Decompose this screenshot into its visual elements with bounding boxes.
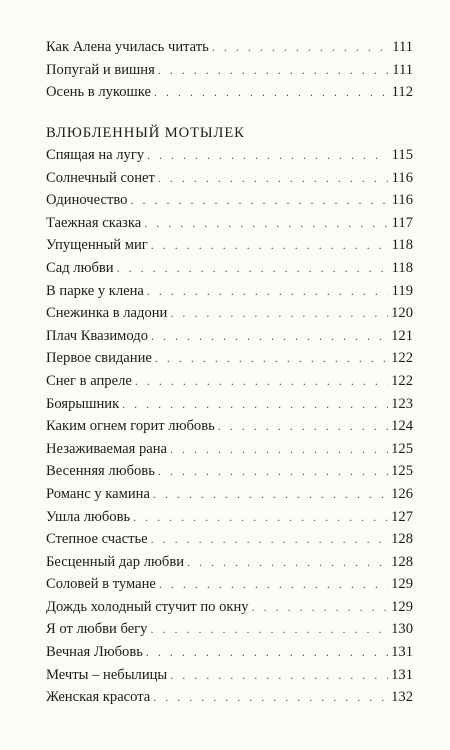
toc-list-previous-section xyxy=(46,36,413,104)
toc-entry-title: Одиночество xyxy=(46,192,128,209)
dot-leader xyxy=(170,438,388,461)
toc-entry-page-number: 124 xyxy=(391,418,413,435)
dot-leader xyxy=(144,212,388,235)
toc-entry-page-number: 116 xyxy=(391,169,413,186)
toc-entry-page-number: 112 xyxy=(391,84,413,101)
toc-entry-page-number: 121 xyxy=(391,327,413,344)
toc-entry xyxy=(46,664,413,687)
toc-entry xyxy=(46,325,413,348)
toc-entry-title: Снег в апреле xyxy=(46,372,132,389)
dot-leader xyxy=(187,551,388,574)
toc-entry-page-number: 111 xyxy=(392,39,413,55)
dot-leader xyxy=(150,618,388,641)
toc-entry-title: Я от любви бегу xyxy=(46,621,148,638)
dot-leader xyxy=(159,573,388,596)
toc-entry-page-number: 128 xyxy=(391,553,413,570)
dot-leader xyxy=(170,302,388,325)
dot-leader xyxy=(133,506,388,529)
toc-entry xyxy=(46,347,413,370)
toc-entry-page-number: 118 xyxy=(391,237,413,254)
toc-entry xyxy=(46,59,413,82)
toc-entry xyxy=(46,483,413,506)
toc-entry-title: Сад любви xyxy=(46,259,114,276)
toc-entry xyxy=(46,36,413,59)
toc-entry-page-number: 116 xyxy=(391,192,413,209)
toc-entry-page-number: 127 xyxy=(391,508,413,525)
toc-entry-title: Попугай и вишня xyxy=(46,61,155,78)
dot-leader xyxy=(146,641,388,664)
toc-entry xyxy=(46,415,413,438)
toc-entry-title: Осень в лукошке xyxy=(46,84,151,101)
toc-entry xyxy=(46,551,413,574)
toc-entry-title: Солнечный сонет xyxy=(46,169,155,186)
toc-entry-title: Таежная сказка xyxy=(46,214,142,231)
toc-entry xyxy=(46,167,413,190)
dot-leader xyxy=(117,257,388,280)
toc-entry-title: Боярышник xyxy=(46,395,120,412)
toc-entry-page-number: 111 xyxy=(392,61,413,78)
dot-leader xyxy=(151,528,388,551)
dot-leader xyxy=(147,280,388,303)
dot-leader xyxy=(158,460,388,483)
toc-entry xyxy=(46,393,413,416)
toc-entry xyxy=(46,189,413,212)
toc-entry-title: Спящая на лугу xyxy=(46,147,145,163)
toc-entry-page-number: 131 xyxy=(391,666,413,683)
toc-entry-title: Весенняя любовь xyxy=(46,463,155,480)
toc-entry xyxy=(46,596,413,619)
toc-entry-title: В парке у клена xyxy=(46,282,144,299)
toc-entry-page-number: 115 xyxy=(391,147,413,163)
dot-leader xyxy=(158,167,388,190)
toc-entry-title: Упущенный миг xyxy=(46,237,148,254)
dot-leader xyxy=(158,59,388,82)
toc-entry-page-number: 125 xyxy=(391,440,413,457)
toc-entry-page-number: 131 xyxy=(391,644,413,661)
dot-leader xyxy=(170,664,388,687)
dot-leader xyxy=(155,347,388,370)
toc-entry-page-number: 125 xyxy=(391,463,413,480)
toc-entry-page-number: 126 xyxy=(391,485,413,502)
toc-entry-title: Каким огнем горит любовь xyxy=(46,418,215,435)
dot-leader xyxy=(153,686,388,709)
toc-entry-page-number: 129 xyxy=(391,598,413,615)
toc-entry-title: Плач Квазимодо xyxy=(46,327,149,344)
toc-entry-page-number: 128 xyxy=(391,531,413,548)
toc-entry-title: Степное счастье xyxy=(46,531,148,548)
section-heading: ВЛЮБЛЕННЫЙ МОТЫЛЕК xyxy=(46,125,245,141)
toc-entry xyxy=(46,573,413,596)
toc-entry xyxy=(46,81,413,104)
toc-entry-page-number: 122 xyxy=(391,372,413,389)
toc-entry-title: Как Алена училась читать xyxy=(46,39,209,55)
dot-leader xyxy=(153,483,388,506)
toc-entry-title: Незаживаемая рана xyxy=(46,440,168,457)
toc-entry-title: Мечты – небылицы xyxy=(46,666,168,683)
toc-entry xyxy=(46,528,413,551)
dot-leader xyxy=(122,393,388,416)
toc-entry xyxy=(46,618,413,641)
dot-leader xyxy=(218,415,388,438)
toc-entry-page-number: 119 xyxy=(391,282,413,299)
dot-leader xyxy=(252,596,388,619)
toc-entry xyxy=(46,370,413,393)
dot-leader xyxy=(135,370,388,393)
toc-list-section xyxy=(46,144,413,709)
toc-entry xyxy=(46,302,413,325)
toc-entry xyxy=(46,144,413,167)
toc-entry-title: Ушла любовь xyxy=(46,508,131,525)
toc-entry-title: Соловей в тумане xyxy=(46,576,156,593)
toc-entry-page-number: 130 xyxy=(391,621,413,638)
toc-entry-page-number: 118 xyxy=(391,259,413,276)
toc-entry xyxy=(46,280,413,303)
dot-leader xyxy=(151,234,388,257)
toc-entry-title: Снежинка в ладони xyxy=(46,305,168,322)
toc-entry-page-number: 122 xyxy=(391,350,413,367)
toc-entry xyxy=(46,460,413,483)
toc-entry-title: Вечная Любовь xyxy=(46,644,143,661)
toc-entry-title: Женская красота xyxy=(46,689,151,706)
dot-leader xyxy=(151,325,388,348)
toc-entry xyxy=(46,234,413,257)
toc-entry-title: Первое свидание xyxy=(46,350,152,367)
toc-entry-title: Романс у камина xyxy=(46,485,150,502)
toc-entry-page-number: 120 xyxy=(391,305,413,322)
dot-leader xyxy=(212,36,388,59)
dot-leader xyxy=(154,81,388,104)
toc-entry-page-number: 123 xyxy=(391,395,413,412)
toc-entry xyxy=(46,641,413,664)
toc-entry xyxy=(46,686,413,709)
toc-entry xyxy=(46,438,413,461)
toc-entry-page-number: 129 xyxy=(391,576,413,593)
dot-leader xyxy=(130,189,388,212)
toc-entry xyxy=(46,212,413,235)
toc-entry-page-number: 117 xyxy=(391,214,413,231)
toc-entry xyxy=(46,506,413,529)
toc-entry-title: Дождь холодный стучит по окну xyxy=(46,598,249,615)
dot-leader xyxy=(147,144,388,167)
toc-entry xyxy=(46,257,413,280)
toc-entry-title: Бесценный дар любви xyxy=(46,553,185,570)
toc-entry-page-number: 132 xyxy=(391,689,413,706)
